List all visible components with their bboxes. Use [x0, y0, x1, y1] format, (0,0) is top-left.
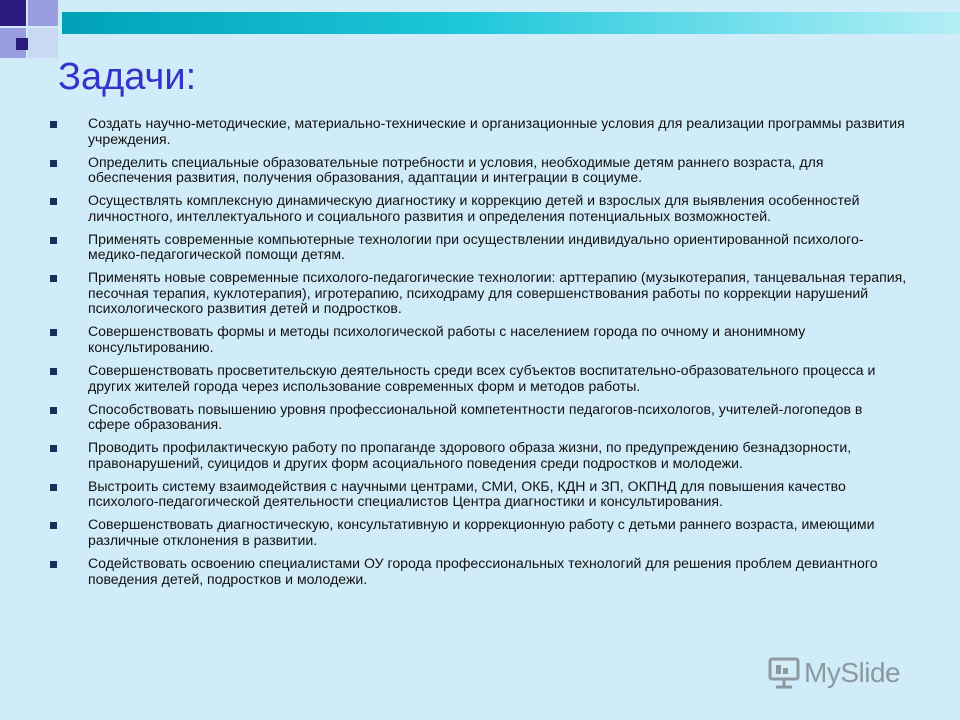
list-item: [48, 402, 908, 433]
list-item: [48, 324, 908, 355]
bullet-icon: [50, 160, 57, 167]
bullet-icon: [50, 561, 57, 568]
task-text: Определить специальные образовательные потребности и условия, необходимые детям раннего возраста, для обеспечения развития, получения образования, адаптации и интеграции в социуме.: [88, 153, 824, 186]
presentation-board-icon: [766, 656, 802, 690]
task-text: Применять современные компьютерные технологии при осуществлении индивидуально ориентированной психолого-медико-педагогической помощи детям.: [88, 230, 864, 263]
decor-square-dark: [0, 0, 26, 26]
list-item: [48, 440, 908, 471]
decor-square-small: [16, 38, 28, 50]
task-text: Совершенствовать диагностическую, консультативную и коррекционную работу с детьми раннего возраста, имеющими различные отклонения в развитии.: [88, 516, 875, 548]
task-text: Создать научно-методические, материально-технические и организационные условия для реализации программы развития учреждения.: [88, 115, 905, 147]
slide-title: Задачи:: [58, 56, 197, 98]
bullet-icon: [50, 237, 57, 244]
decor-square-lilac: [28, 0, 58, 26]
decor-square-pale: [28, 28, 58, 58]
header-bar: [62, 12, 960, 34]
list-item: [48, 116, 908, 147]
bullet-icon: [50, 368, 57, 375]
list-item: [48, 479, 908, 510]
bullet-icon: [50, 275, 57, 282]
task-text: Выстроить систему взаимодействия с научными центрами, СМИ, ОКБ, КДН и ЗП, ОКПНД для повышения качество психолого-педагогической деятельности специалистов Центра диагностики и консультирования.: [88, 477, 846, 510]
task-text: Проводить профилактическую работу по пропаганде здорового образа жизни, по предупреждению безнадзорности, правонарушений, суицидов и других форм асоциального поведения среди подростков и молодежи.: [88, 439, 852, 471]
bullet-icon: [50, 121, 57, 128]
task-text: Способствовать повышению уровня профессиональной компетентности педагогов-психологов, учителей-логопедов в сфере образования.: [88, 400, 863, 433]
bullet-icon: [50, 198, 57, 205]
bullet-icon: [50, 407, 57, 414]
list-item: [48, 270, 908, 317]
bullet-icon: [50, 484, 57, 491]
list-item: [48, 155, 908, 186]
list-item: [48, 556, 908, 587]
watermark: [766, 656, 900, 690]
bullet-icon: [50, 522, 57, 529]
task-text: Совершенствовать формы и методы психологической работы с населением города по очному и анонимному консультированию.: [88, 323, 806, 355]
task-text: Совершенствовать просветительскую деятельность среди всех субъектов воспитательно-образовательного процесса и других жителей города через использование современных форм и методов работы.: [88, 362, 876, 394]
task-text: Содействовать освоению специалистами ОУ города профессиональных технологий для решения проблем девиантного поведения детей, подростков и молодежи.: [88, 555, 878, 587]
bullet-icon: [50, 329, 57, 336]
list-item: [48, 232, 908, 263]
watermark-text: MySlide: [804, 657, 901, 688]
bullet-icon: [50, 445, 57, 452]
task-text: Применять новые современные психолого-педагогические технологии: арттерапию (музыкотерапия, танцевальная терапия, песочная терапия, куклотерапия), игротерапию, психодраму для совершенствования работы по коррекции нарушений психологического развития детей и подростков.: [88, 269, 907, 317]
list-item: [48, 363, 908, 394]
list-item: [48, 193, 908, 224]
task-list: [48, 116, 908, 595]
task-text: Осуществлять комплексную динамическую диагностику и коррекцию детей и взрослых для выявления особенностей личностного, интеллектуального и социального развития и определения потенциальных возможностей.: [88, 192, 860, 224]
list-item: [48, 517, 908, 548]
